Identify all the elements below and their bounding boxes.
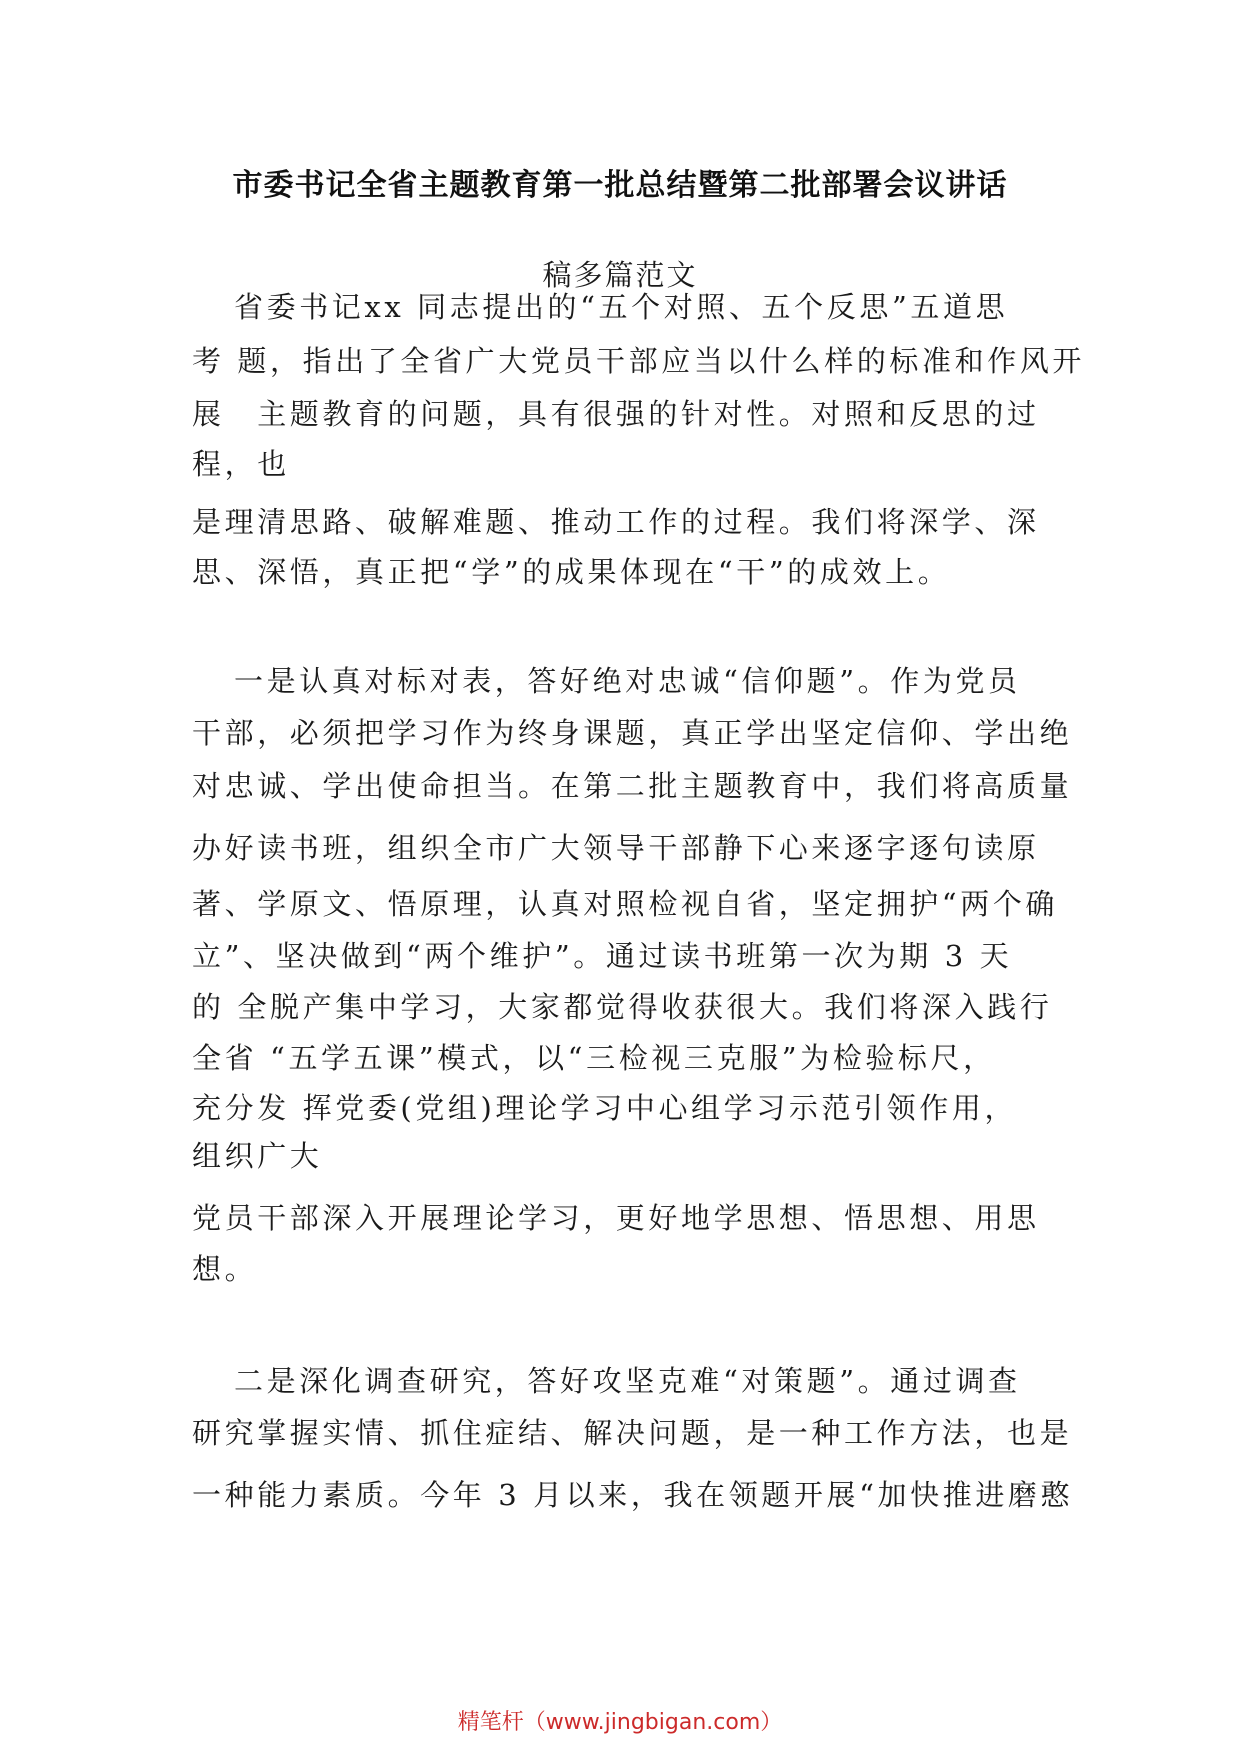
document-title: 市委书记全省主题教育第一批总结暨第二批部署会议讲话 [232,168,1008,203]
paragraph-line: 干部，必须把学习作为终身课题，真正学出坚定信仰、学出绝 [192,716,1073,750]
paragraph-line: 一是认真对标对表，答好绝对忠诚“信仰题”。作为党员 [234,664,1021,698]
document-title-continuation: 稿多篇范文 [542,258,698,292]
paragraph-line: 一种能力素质。今年 3 月以来，我在领题开展“加快推进磨憨 [192,1478,1074,1512]
paragraph-line: 对忠诚、学出使命担当。在第二批主题教育中，我们将高质量 [192,769,1073,803]
paragraph-line: 二是深化调查研究，答好攻坚克难“对策题”。通过调查 [234,1364,1021,1398]
paragraph-line: 程，也 [192,447,290,481]
paragraph-line: 办好读书班，组织全市广大领导干部静下心来逐字逐句读原 [192,831,1040,865]
paragraph-line: 是理清思路、破解难题、推动工作的过程。我们将深学、深 [192,505,1040,539]
paragraph-line: 考 题，指出了全省广大党员干部应当以什么样的标准和作风开 [192,344,1086,378]
paragraph-line: 党员干部深入开展理论学习，更好地学思想、悟思想、用思 [192,1201,1040,1235]
paragraph-line: 充分发 挥党委(党组)理论学习中心组学习示范引领作用， [192,1091,1018,1125]
paragraph-line: 展 主题教育的问题，具有很强的针对性。对照和反思的过 [192,397,1040,431]
paragraph-line: 著、学原文、悟原理，认真对照检视自省，坚定拥护“两个确 [192,887,1059,921]
paragraph-line: 全省 “五学五课”模式，以“三检视三克服”为检验标尺， [192,1041,996,1075]
paragraph-line: 省委书记xx 同志提出的“五个对照、五个反思”五道思 [234,290,1009,324]
paragraph-line: 组织广大 [192,1139,323,1173]
paragraph-line: 想。 [192,1252,258,1286]
paragraph-line: 立”、坚决做到“两个维护”。通过读书班第一次为期 3 天 [192,939,1013,973]
paragraph-line: 研究掌握实情、抓住症结、解决问题，是一种工作方法，也是 [192,1416,1073,1450]
paragraph-line: 思、深悟，真正把“学”的成果体现在“干”的成效上。 [192,555,951,589]
paragraph-line: 的 全脱产集中学习，大家都觉得收获很大。我们将深入践行 [192,990,1053,1024]
footer-watermark: 精笔杆（www.jingbigan.com） [457,1710,783,1735]
